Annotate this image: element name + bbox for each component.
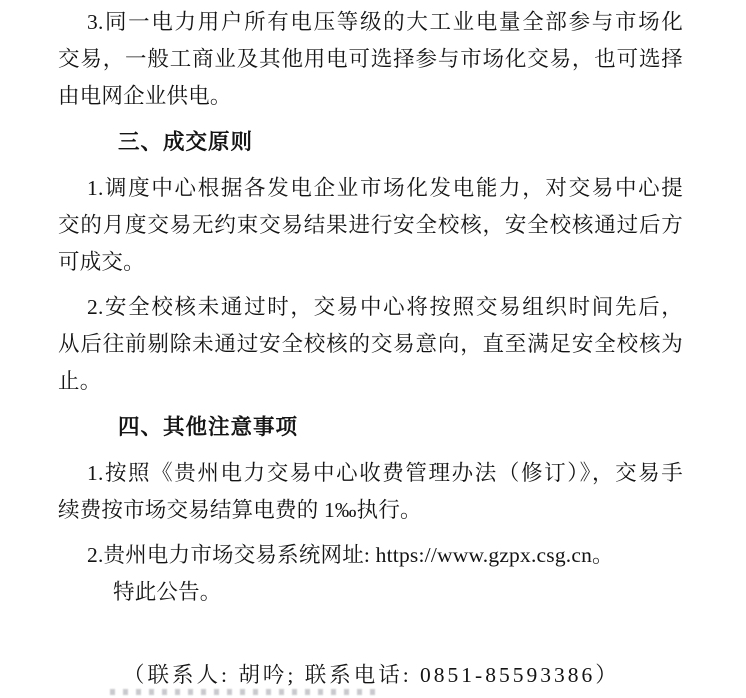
paragraph-line: 续费按市场交易结算电费的 1‰执行。 — [58, 498, 422, 522]
section-heading-other-notes: 四、其他注意事项 — [118, 415, 299, 439]
section-heading-transaction-principles: 三、成交原则 — [118, 130, 254, 154]
paragraph-line: 可成交。 — [58, 250, 145, 274]
paragraph-line: 1.调度中心根据各发电企业市场化发电能力，对交易中心提 — [87, 176, 683, 200]
paragraph-line: 3.同一电力用户所有电压等级的大工业电量全部参与市场化 — [87, 10, 683, 34]
paragraph-line: 交的月度交易无约束交易结果进行安全校核，安全校核通过后方 — [58, 213, 683, 237]
paragraph-line: 交易，一般工商业及其他用电可选择参与市场化交易，也可选择 — [58, 47, 683, 71]
paragraph-line: 止。 — [58, 369, 102, 393]
paragraph-line: 2.安全校核未通过时，交易中心将按照交易组织时间先后， — [87, 295, 683, 319]
document-body — [58, 4, 683, 694]
paragraph-line: 1.按照《贵州电力交易中心收费管理办法（修订）》，交易手 — [87, 461, 683, 485]
contact-info-line: （联系人: 胡吟; 联系电话: 0851-85593386） — [123, 663, 620, 687]
closing-announcement-line: 特此公告。 — [113, 580, 222, 604]
paragraph-line: 由电网企业供电。 — [58, 84, 232, 108]
website-url-line: 2.贵州电力市场交易系统网址: https://www.gzpx.csg.cn。 — [87, 543, 614, 567]
paragraph-line: 从后往前剔除未通过安全校核的交易意向，直至满足安全校核为 — [58, 332, 683, 356]
cut-off-next-text-line — [110, 689, 378, 695]
